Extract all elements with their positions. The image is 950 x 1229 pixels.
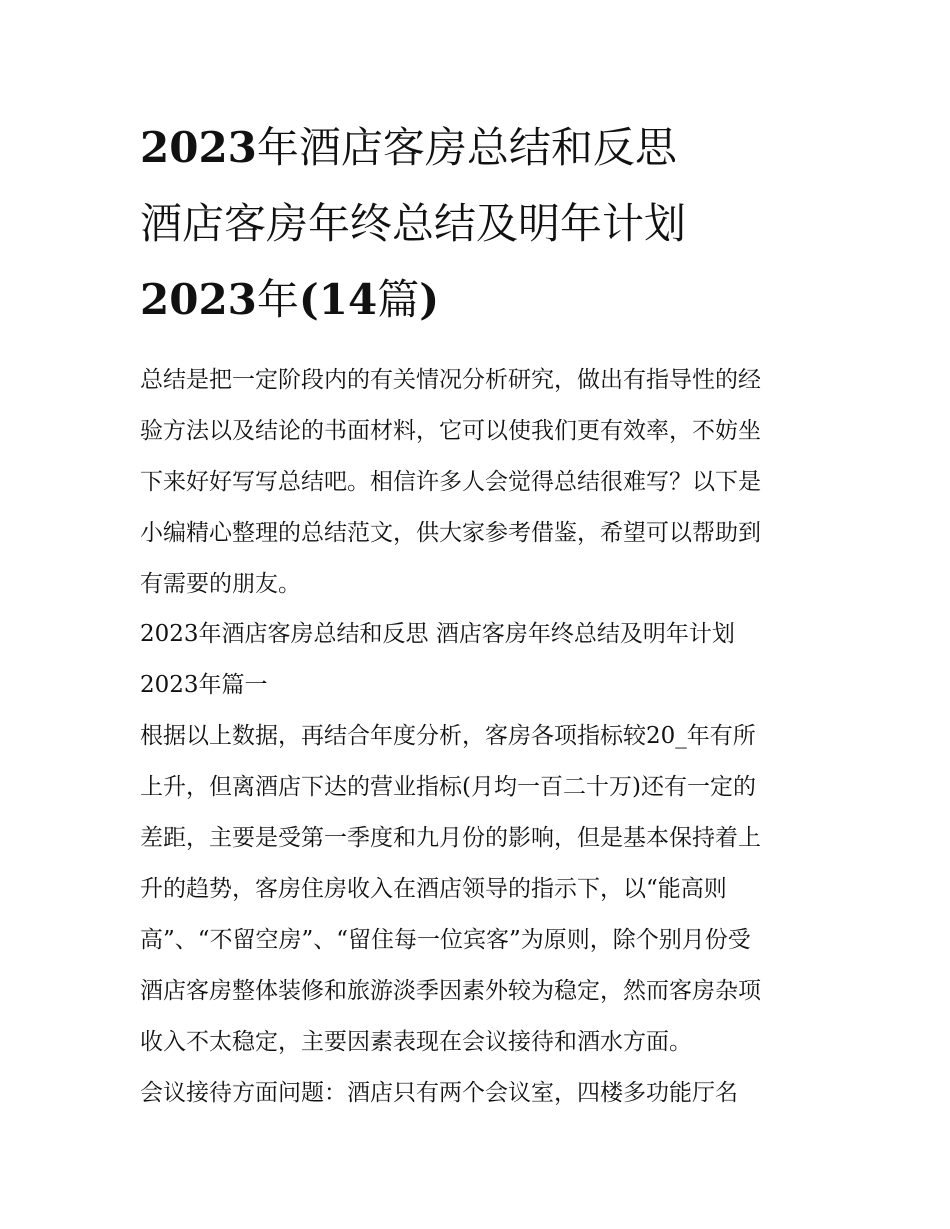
title-year-suffix: 年 <box>256 275 299 324</box>
text-line: 高”、“不留空房”、“留住每一位宾客”为原则，除个别月份受 <box>140 927 751 953</box>
text-line: 小编精心整理的总结范文，供大家参考借鉴，希望可以帮助到 <box>140 520 761 546</box>
title-count-close: ) <box>419 275 440 324</box>
section-heading <box>140 609 820 711</box>
text-line: 根据以上数据，再结合年度分析，客房各项指标较20_年有所 <box>140 723 756 749</box>
text-line: 有需要的朋友。 <box>140 571 301 597</box>
title-count-word: 篇 <box>377 275 420 324</box>
text-line: 2023年篇一 <box>140 672 268 698</box>
text-line: 上升，但离酒店下达的营业指标(月均一百二十万)还有一定的 <box>140 774 756 800</box>
body-paragraph <box>140 711 820 1068</box>
text-line: 酒店客房整体装修和旅游淡季因素外较为稳定，然而客房杂项 <box>140 978 761 1004</box>
text-line: 升的趋势，客房住房收入在酒店领导的指示下，以“能高则 <box>140 876 727 902</box>
body-paragraph-2 <box>140 1068 820 1119</box>
title-year: 2023 <box>140 275 257 324</box>
text-line: 收入不太稳定，主要因素表现在会议接待和酒水方面。 <box>140 1029 692 1055</box>
text-line: 差距，主要是受第一季度和九月份的影响，但是基本保持着上 <box>140 825 761 851</box>
text-line: 总结是把一定阶段内的有关情况分析研究，做出有指导性的经 <box>140 367 761 393</box>
text-line: 验方法以及结论的书面材料，它可以使我们更有效率，不妨坐 <box>140 418 761 444</box>
document-title-line-1 <box>140 110 820 186</box>
text-line: 2023年酒店客房总结和反思 酒店客房年终总结及明年计划 <box>140 621 735 647</box>
text-line: 会议接待方面问题：酒店只有两个会议室，四楼多功能厅名 <box>140 1080 738 1106</box>
document-title-line-3 <box>140 262 820 338</box>
document-title-line-2: 酒店客房年终总结及明年计划 <box>140 199 687 248</box>
title-text: 年酒店客房总结和反思 <box>256 123 677 172</box>
text-line: 下来好好写写总结吧。相信许多人会觉得总结很难写？以下是 <box>140 469 761 495</box>
intro-paragraph <box>140 355 820 610</box>
title-year: 2023 <box>140 123 257 172</box>
title-count: (14 <box>298 275 378 324</box>
